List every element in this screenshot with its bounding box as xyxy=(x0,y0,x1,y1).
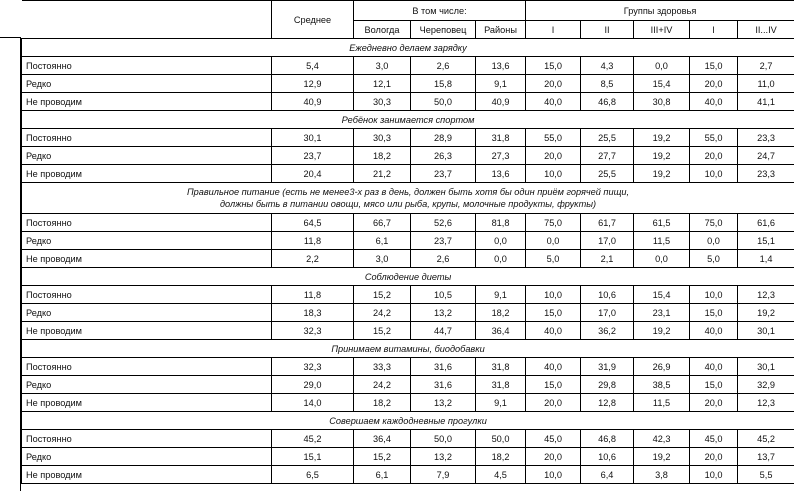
table-cell: 2,7 xyxy=(738,57,794,75)
table-cell: 10,0 xyxy=(526,286,581,304)
header-sub: II xyxy=(581,21,634,39)
table-cell: 15,1 xyxy=(272,448,354,466)
section-title: Совершаем каждодневные прогулки xyxy=(22,412,794,430)
table-row xyxy=(22,286,794,304)
table-cell: 9,1 xyxy=(476,394,526,412)
table-cell: 15,0 xyxy=(526,57,581,75)
table-row xyxy=(22,448,794,466)
table-cell: 26,9 xyxy=(634,358,690,376)
table-cell: 42,3 xyxy=(634,430,690,448)
table-row xyxy=(22,304,794,322)
table-cell: 6,1 xyxy=(354,466,411,484)
table-cell: 61,6 xyxy=(738,214,794,232)
table-cell: 13,6 xyxy=(476,57,526,75)
table-cell: 24,7 xyxy=(738,147,794,165)
table-cell: 12,3 xyxy=(738,286,794,304)
table-cell: 36,2 xyxy=(581,322,634,340)
table-cell: 20,0 xyxy=(526,147,581,165)
section-title-row xyxy=(22,412,794,430)
left-margin-column xyxy=(0,37,20,491)
section-title: Ежедневно делаем зарядку xyxy=(22,39,794,57)
section-title-row xyxy=(22,39,794,57)
row-label: Постоянно xyxy=(22,358,272,376)
table-cell: 50,0 xyxy=(411,430,476,448)
table-cell: 75,0 xyxy=(526,214,581,232)
table-cell: 31,6 xyxy=(411,358,476,376)
table-cell: 15,2 xyxy=(354,448,411,466)
table-cell: 38,5 xyxy=(634,376,690,394)
table-cell: 2,1 xyxy=(581,250,634,268)
section-title-row xyxy=(22,268,794,286)
health-survey-table xyxy=(21,0,794,484)
table-row xyxy=(22,129,794,147)
table-row xyxy=(22,93,794,111)
table-row xyxy=(22,466,794,484)
table-cell: 45,2 xyxy=(272,430,354,448)
table-cell: 55,0 xyxy=(526,129,581,147)
table-cell: 31,8 xyxy=(476,129,526,147)
table-cell: 32,9 xyxy=(738,376,794,394)
table-cell: 15,2 xyxy=(354,286,411,304)
table-cell: 30,3 xyxy=(354,93,411,111)
row-label: Редко xyxy=(22,448,272,466)
table-cell: 40,9 xyxy=(476,93,526,111)
row-label: Не проводим xyxy=(22,93,272,111)
table-cell: 6,1 xyxy=(354,232,411,250)
table-cell: 29,8 xyxy=(581,376,634,394)
header-sub: II...IV xyxy=(738,21,794,39)
section-title: Соблюдение диеты xyxy=(22,268,794,286)
table-cell: 5,5 xyxy=(738,466,794,484)
table-cell: 0,0 xyxy=(526,232,581,250)
row-label: Редко xyxy=(22,232,272,250)
table-cell: 11,5 xyxy=(634,394,690,412)
table-cell: 23,3 xyxy=(738,165,794,183)
table-cell: 45,0 xyxy=(526,430,581,448)
table-cell: 46,8 xyxy=(581,93,634,111)
table-cell: 23,7 xyxy=(272,147,354,165)
table-cell: 29,0 xyxy=(272,376,354,394)
table-cell: 30,3 xyxy=(354,129,411,147)
header-row-top xyxy=(22,1,794,21)
header-health-groups: Группы здоровья xyxy=(526,1,794,21)
table-cell: 12,1 xyxy=(354,75,411,93)
table-cell: 20,0 xyxy=(526,394,581,412)
table-cell: 40,0 xyxy=(526,358,581,376)
table-row xyxy=(22,165,794,183)
row-label: Не проводим xyxy=(22,394,272,412)
section-title: Принимаем витамины, биодобавки xyxy=(22,340,794,358)
table-cell: 13,2 xyxy=(411,448,476,466)
table-cell: 20,0 xyxy=(690,394,738,412)
header-average: Среднее xyxy=(272,1,354,39)
table-cell: 64,5 xyxy=(272,214,354,232)
table-cell: 61,7 xyxy=(581,214,634,232)
table-cell: 19,2 xyxy=(634,147,690,165)
table-cell: 10,0 xyxy=(690,165,738,183)
table-cell: 12,3 xyxy=(738,394,794,412)
table-cell: 30,1 xyxy=(738,358,794,376)
table-cell: 26,3 xyxy=(411,147,476,165)
table-cell: 30,8 xyxy=(634,93,690,111)
row-label: Постоянно xyxy=(22,214,272,232)
table-cell: 19,2 xyxy=(634,448,690,466)
table-cell: 41,1 xyxy=(738,93,794,111)
table-cell: 18,2 xyxy=(354,394,411,412)
section-title: Ребёнок занимается спортом xyxy=(22,111,794,129)
header-sub: I xyxy=(690,21,738,39)
table-cell: 18,2 xyxy=(354,147,411,165)
table-cell: 24,2 xyxy=(354,304,411,322)
table-cell: 23,7 xyxy=(411,165,476,183)
table-cell: 40,0 xyxy=(526,93,581,111)
table-cell: 15,0 xyxy=(690,304,738,322)
row-label: Постоянно xyxy=(22,129,272,147)
table-cell: 10,0 xyxy=(690,286,738,304)
table-row xyxy=(22,250,794,268)
table-cell: 27,7 xyxy=(581,147,634,165)
table-cell: 15,2 xyxy=(354,322,411,340)
table-cell: 25,5 xyxy=(581,129,634,147)
table-cell: 46,8 xyxy=(581,430,634,448)
header-sub: Вологда xyxy=(354,21,411,39)
table-cell: 2,2 xyxy=(272,250,354,268)
table-cell: 32,3 xyxy=(272,322,354,340)
table-cell: 10,6 xyxy=(581,286,634,304)
table-cell: 19,2 xyxy=(738,304,794,322)
section-title-line: Правильное питание (есть не менее3-х раз в день, должен быть хотя бы один приём горячей пищи, xyxy=(186,187,630,197)
table-row xyxy=(22,232,794,250)
table-cell: 28,9 xyxy=(411,129,476,147)
table-cell: 36,4 xyxy=(354,430,411,448)
table-cell: 27,3 xyxy=(476,147,526,165)
table-row xyxy=(22,430,794,448)
row-label: Постоянно xyxy=(22,286,272,304)
table-cell: 6,4 xyxy=(581,466,634,484)
table-cell: 15,4 xyxy=(634,286,690,304)
table-row xyxy=(22,394,794,412)
table-cell: 20,0 xyxy=(526,75,581,93)
table-cell: 13,2 xyxy=(411,304,476,322)
table-cell: 21,2 xyxy=(354,165,411,183)
table-cell: 20,0 xyxy=(690,147,738,165)
row-label: Не проводим xyxy=(22,165,272,183)
table-cell: 0,0 xyxy=(476,250,526,268)
row-label: Не проводим xyxy=(22,250,272,268)
row-label: Постоянно xyxy=(22,57,272,75)
table-cell: 17,0 xyxy=(581,232,634,250)
table-cell: 15,0 xyxy=(690,57,738,75)
table-cell: 20,4 xyxy=(272,165,354,183)
table-row xyxy=(22,75,794,93)
table-cell: 14,0 xyxy=(272,394,354,412)
table-cell: 1,4 xyxy=(738,250,794,268)
section-title-row xyxy=(22,340,794,358)
table-cell: 23,7 xyxy=(411,232,476,250)
table-row xyxy=(22,376,794,394)
table-cell: 40,0 xyxy=(526,322,581,340)
row-label: Не проводим xyxy=(22,322,272,340)
table-cell: 55,0 xyxy=(690,129,738,147)
section-title-row xyxy=(22,183,794,214)
table-cell: 20,0 xyxy=(526,448,581,466)
table-cell: 11,5 xyxy=(634,232,690,250)
table-cell: 3,0 xyxy=(354,250,411,268)
table-cell: 2,6 xyxy=(411,250,476,268)
table-cell: 15,0 xyxy=(526,304,581,322)
table-cell: 12,8 xyxy=(581,394,634,412)
table-cell: 40,0 xyxy=(690,93,738,111)
table-cell: 32,3 xyxy=(272,358,354,376)
table-cell: 10,0 xyxy=(690,466,738,484)
table-cell: 0,0 xyxy=(634,57,690,75)
header-sub: I xyxy=(526,21,581,39)
table-cell: 36,4 xyxy=(476,322,526,340)
table-cell: 20,0 xyxy=(690,448,738,466)
table-cell: 18,3 xyxy=(272,304,354,322)
section-title-line: должны быть в питании овощи, мясо или рыба, крупы, молочные продукты, фрукты) xyxy=(219,199,597,209)
table-row xyxy=(22,214,794,232)
table-cell: 23,1 xyxy=(634,304,690,322)
table-cell: 18,2 xyxy=(476,448,526,466)
header-sub: Районы xyxy=(476,21,526,39)
table-cell: 15,0 xyxy=(526,376,581,394)
row-label: Редко xyxy=(22,376,272,394)
table-cell: 4,5 xyxy=(476,466,526,484)
row-label: Не проводим xyxy=(22,466,272,484)
table-cell: 20,0 xyxy=(690,75,738,93)
table-cell: 13,2 xyxy=(411,394,476,412)
table-cell: 3,0 xyxy=(354,57,411,75)
header-sub: Череповец xyxy=(411,21,476,39)
table-cell: 5,0 xyxy=(690,250,738,268)
table-cell: 5,4 xyxy=(272,57,354,75)
header-sub: III+IV xyxy=(634,21,690,39)
row-label: Редко xyxy=(22,304,272,322)
table-cell: 19,2 xyxy=(634,165,690,183)
table-cell: 45,2 xyxy=(738,430,794,448)
table-cell: 19,2 xyxy=(634,322,690,340)
table-cell: 19,2 xyxy=(634,129,690,147)
section-title xyxy=(22,183,794,214)
table-cell: 13,6 xyxy=(476,165,526,183)
table-cell: 10,6 xyxy=(581,448,634,466)
table-row xyxy=(22,147,794,165)
table-cell: 8,5 xyxy=(581,75,634,93)
table-cell: 61,5 xyxy=(634,214,690,232)
table-cell: 10,0 xyxy=(526,165,581,183)
table-cell: 40,0 xyxy=(690,322,738,340)
header-including: В том числе: xyxy=(354,1,526,21)
table-cell: 11,8 xyxy=(272,232,354,250)
row-label: Редко xyxy=(22,75,272,93)
table-cell: 24,2 xyxy=(354,376,411,394)
table-cell: 5,0 xyxy=(526,250,581,268)
table-cell: 9,1 xyxy=(476,286,526,304)
row-label: Редко xyxy=(22,147,272,165)
table-cell: 50,0 xyxy=(476,430,526,448)
row-label: Постоянно xyxy=(22,430,272,448)
table-cell: 10,5 xyxy=(411,286,476,304)
table-cell: 31,9 xyxy=(581,358,634,376)
table-cell: 18,2 xyxy=(476,304,526,322)
table-cell: 15,8 xyxy=(411,75,476,93)
table-cell: 40,9 xyxy=(272,93,354,111)
table-cell: 9,1 xyxy=(476,75,526,93)
table-cell: 52,6 xyxy=(411,214,476,232)
table-cell: 31,6 xyxy=(411,376,476,394)
table-cell: 3,8 xyxy=(634,466,690,484)
table-cell: 11,8 xyxy=(272,286,354,304)
table-cell: 31,8 xyxy=(476,358,526,376)
table-cell: 6,5 xyxy=(272,466,354,484)
table-cell: 0,0 xyxy=(476,232,526,250)
table-cell: 15,4 xyxy=(634,75,690,93)
table-cell: 4,3 xyxy=(581,57,634,75)
table-cell: 44,7 xyxy=(411,322,476,340)
table-cell: 50,0 xyxy=(411,93,476,111)
table-cell: 0,0 xyxy=(690,232,738,250)
table-cell: 10,0 xyxy=(526,466,581,484)
table-cell: 75,0 xyxy=(690,214,738,232)
table-cell: 12,9 xyxy=(272,75,354,93)
table-cell: 7,9 xyxy=(411,466,476,484)
table-row xyxy=(22,358,794,376)
table-cell: 81,8 xyxy=(476,214,526,232)
table-cell: 31,8 xyxy=(476,376,526,394)
table-cell: 13,7 xyxy=(738,448,794,466)
table-cell: 40,0 xyxy=(690,358,738,376)
table-cell: 23,3 xyxy=(738,129,794,147)
table-cell: 17,0 xyxy=(581,304,634,322)
table-cell: 30,1 xyxy=(738,322,794,340)
section-title-row xyxy=(22,111,794,129)
table-row xyxy=(22,57,794,75)
table-cell: 15,1 xyxy=(738,232,794,250)
table-cell: 33,3 xyxy=(354,358,411,376)
table-cell: 0,0 xyxy=(634,250,690,268)
table-cell: 25,5 xyxy=(581,165,634,183)
header-blank-cell xyxy=(22,1,272,39)
table-cell: 45,0 xyxy=(690,430,738,448)
table-cell: 30,1 xyxy=(272,129,354,147)
table-cell: 15,0 xyxy=(690,376,738,394)
table-row xyxy=(22,322,794,340)
table-cell: 11,0 xyxy=(738,75,794,93)
table-cell: 66,7 xyxy=(354,214,411,232)
table-cell: 2,6 xyxy=(411,57,476,75)
